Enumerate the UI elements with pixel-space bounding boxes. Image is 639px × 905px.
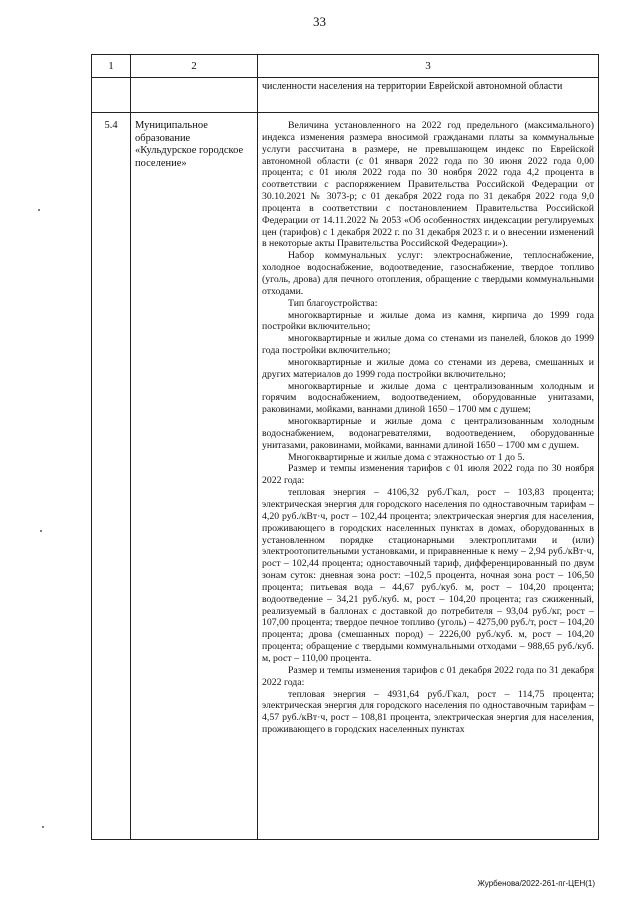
paragraph: тепловая энергия – 4931,64 руб./Гкал, рост – 114,75 процента; электрическая энергия для городского населения по одноставочным тарифам – 4,57 руб./кВт·ч, рост – 108,81 процента, электрическая энергия для населения, проживающего в городских населенных пунктах [262,688,594,736]
description-text [258,113,598,839]
header-col-3: 3 [258,55,599,78]
header-col-2: 2 [131,55,258,78]
continuation-text: численности населения на территории Еврейской автономной области [262,81,563,92]
paragraph: многоквартирные и жилые дома с централизованным холодным водоснабжением, водонагревателями, водоотведением, оборудованные унитазами, раковинами, мойками, ваннами длиной 1650 – 1700 мм с душем. [262,416,594,451]
page-number: 33 [313,14,326,29]
document-footer: Журбенова/2022-261-пг-ЦЕН(1) [477,879,595,888]
continuation-cell [258,78,599,113]
paragraph: Многоквартирные и жилые дома с этажностью от 1 до 5. [288,451,525,463]
scan-speck [42,826,44,828]
description-cell [258,113,599,840]
row-number: 5.4 [104,120,118,131]
paragraph: многоквартирные и жилые дома со стенами из панелей, блоков до 1999 года постройки включительно; [262,333,594,357]
paragraph: Набор коммунальных услуг: электроснабжение, теплоснабжение, холодное водоснабжение, водоотведение, газоснабжение, твердое топливо (уголь, дрова) для печного отопления, обращение с твердыми коммунальными отходами. [262,250,594,297]
paragraph: многоквартирные и жилые дома со стенами из дерева, смешанных и других материалов до 1999 года постройки включительно; [262,356,594,380]
header-col-1: 1 [92,55,131,78]
paragraph: Тип благоустройства: [288,297,378,309]
paragraph: Величина установленного на 2022 год предельного (максимального) индекса изменения размера вносимой гражданами платы за коммунальные услуги рассчитана в размере, не превышающем индекс по Еврейской автономной области (с 01 января 2022 года по 30 июня 2022 года 0,00 процента; с 01 июля 2022 года по 30 ноября 2022 года 4,2 процента в соответствии с распоряжением Правительства Российской Федерации от 30.10.2021 № 3073-р; с 01 декабря 2022 года по 31 декабря 2022 года 9,0 процента в соответствии с постановлением Правительства Российской Федерации от 14.11.2022 № 2053 «Об особенностях индексации регулируемых цен (тарифов) с 1 декабря 2022 г. по 31 декабря 2023 г. и о внесении изменений в некоторые акты Правительства Российской Федерации»). [262,120,594,250]
table-row [92,113,599,840]
tariff-table [91,54,599,840]
table-header-row [92,55,599,78]
row-number-cell [92,113,131,840]
paragraph: тепловая энергия – 4106,32 руб./Гкал, рост – 103,83 процента; электрическая энергия для городского населения по одноставочным тарифам – 4,20 руб./кВт·ч, рост – 102,44 процента; электрическая энергия для населения, проживающего в городских населенных пунктах в домах, оборудованных в установленном порядке стационарными электроплитами и (или) электроотопительными установками, и приравненные к нему – 2,94 руб./кВт·ч, рост – 102,44 процента; одноставочный тариф, дифференцированный по двум зонам суток: дневная зона рост: –102,5 процента, ночная зона рост – 106,50 процента; питьевая вода – 44,67 руб./куб. м, рост – 104,20 процента; водоотведение – 34,21 руб./куб. м, рост – 104,20 процента; газ сжиженный, реализуемый в баллонах с доставкой до потребителя – 93,04 руб./кг, рост – 107,00 процента; твердое печное топливо (уголь) – 4275,00 руб./т, рост – 104,20 процента; дрова (смешанных пород) – 2226,00 руб./куб. м, рост – 104,20 процента; обращение с твердыми коммунальными отходами – 988,65 руб./куб. м, рост – 110,00 процента. [262,487,594,664]
continuation-empty-2 [131,78,258,113]
scan-speck [38,209,40,211]
paragraph: многоквартирные и жилые дома из камня, кирпича до 1999 года постройки включительно; [262,309,594,333]
scan-speck [40,530,42,532]
paragraph: Размер и темпы изменения тарифов с 01 июля 2022 года по 30 ноября 2022 года: [262,463,594,487]
paragraph: Размер и темпы изменения тарифов с 01 декабря 2022 года по 31 декабря 2022 года: [262,664,594,688]
municipality-name: Муниципальное образование «Кульдурское городское поселение» [135,120,244,169]
municipality-cell [131,113,258,840]
continuation-empty-1 [92,78,131,113]
paragraph: многоквартирные и жилые дома с централизованным холодным и горячим водоснабжением, водоотведением, оборудованные унитазами, раковинами, мойками, ваннами длиной 1650 – 1700 мм с душем; [262,380,594,416]
continuation-row [92,78,599,113]
